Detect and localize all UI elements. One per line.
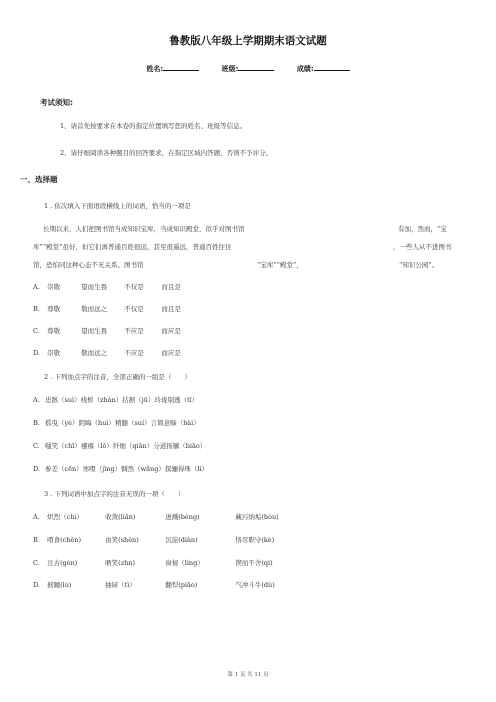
- option-word: 崇敬: [47, 349, 61, 357]
- option-text: 参差（cēn）寒噤（jìng）惆然（wǎng）探骊得珠（lí）: [45, 465, 209, 473]
- q1-option-c[interactable]: [33, 326, 191, 335]
- question-1-stem: 1 . 依次填入下面语段横线上的词语，恰当的一项是: [44, 202, 191, 210]
- option-word: 收敛(liǎn): [105, 513, 136, 521]
- option-text: 嗤笑（chī）襁褓（lǒ）纤细（qiān）分道扬镳（biāo）: [45, 442, 207, 450]
- class-label: 班级:: [221, 65, 239, 73]
- passage-line-3b: “宝库”“殿堂”，: [257, 261, 303, 269]
- q3-option-a[interactable]: [33, 512, 289, 521]
- question-2-stem: 2 . 下列加点字的注音，全部正确的一组是（ ）: [44, 373, 191, 381]
- option-label: C.: [33, 327, 40, 335]
- option-label: A.: [33, 283, 40, 291]
- option-word: 敬而远之: [81, 349, 108, 357]
- student-info-row: [0, 63, 496, 74]
- page-title: 鲁教版八年级上学期期末语文试题: [169, 35, 327, 47]
- option-word: 气冲斗牛(dù): [235, 581, 275, 589]
- option-label: B.: [33, 419, 40, 427]
- option-label: B.: [33, 305, 40, 313]
- option-word: 炽烈（chì）: [47, 513, 83, 521]
- option-word: 啃食(chěn): [47, 536, 82, 544]
- option-word: 晒笑(zhn): [105, 559, 136, 567]
- q3-option-b[interactable]: [33, 535, 284, 544]
- option-word: 而且是: [161, 283, 181, 291]
- option-text: 摇曳（yè）阴晦（huì）精髓（suí）言简意赅（hài）: [45, 419, 200, 427]
- passage-line-1b: 有加，然而，“宝: [398, 225, 447, 233]
- option-label: C.: [33, 442, 40, 450]
- q3-option-d[interactable]: [33, 580, 285, 589]
- option-word: 锲而不舍(qì): [235, 559, 273, 567]
- question-3-stem: 3 . 下列词语中加点字的注音无误的一项（ ）: [44, 490, 185, 498]
- option-label: A.: [33, 513, 40, 521]
- option-label: C.: [33, 559, 40, 567]
- passage-line-2a: 库”“殿堂”虽好，但它们离普通百姓很远，甚至很遥远，普通百姓往往: [33, 243, 232, 251]
- passage-line-3c: “知识公园”。: [399, 261, 439, 269]
- option-word: 沉淀(diàn): [165, 536, 198, 544]
- passage-line-2b: ，一些人从不进图书: [393, 243, 452, 251]
- option-word: 不应是: [124, 349, 144, 357]
- option-label: B.: [33, 536, 40, 544]
- option-word: 尊敬: [47, 305, 61, 313]
- option-text: 忠骸（suì）栈桥（zhàn）拮据（jū）玲珑剔透（tī）: [45, 396, 199, 404]
- q2-option-d[interactable]: [33, 464, 208, 473]
- section-title: 一、选择题: [20, 175, 58, 184]
- option-word: 而应是: [161, 327, 181, 335]
- notice-item-2: 2、请仔细阅读各种题目的回答要求，在指定区域内答题，否则不予评分。: [60, 149, 273, 157]
- q3-option-c[interactable]: [33, 558, 283, 567]
- option-label: A.: [33, 396, 40, 404]
- q1-option-b[interactable]: [33, 304, 191, 313]
- q2-option-a[interactable]: [33, 395, 198, 404]
- q2-option-c[interactable]: [33, 441, 206, 450]
- q1-option-d[interactable]: [33, 348, 191, 357]
- class-field: [222, 65, 277, 73]
- option-word: 窗棂（líng）: [165, 559, 204, 567]
- score-label: 成绩:: [296, 65, 314, 73]
- option-word: 不仅是: [124, 305, 144, 313]
- name-field: [146, 65, 201, 73]
- option-word: 迸溅(bèng): [165, 513, 200, 521]
- option-label: D.: [33, 465, 41, 473]
- option-word: 望而生畏: [81, 327, 108, 335]
- notice-item-1: 1、请首先按要求在本卷的指定位置填写您的姓名、班级等信息。: [60, 122, 247, 130]
- option-word: 尊敬: [47, 327, 61, 335]
- option-word: 不仅是: [124, 283, 144, 291]
- option-word: 不应是: [124, 327, 144, 335]
- option-word: 亘古(gèn): [47, 559, 78, 567]
- notice-title: 考试须知:: [40, 98, 73, 107]
- score-field: [297, 65, 350, 73]
- score-blank[interactable]: [314, 63, 350, 71]
- q1-option-a[interactable]: [33, 282, 191, 291]
- option-word: 而且是: [161, 305, 181, 313]
- option-word: 恪尽职守(kè): [235, 536, 275, 544]
- passage-line-3a: 馆，恐怕同这种心态不无关系。图书馆: [33, 261, 144, 269]
- option-word: 掳踵(lù): [47, 581, 72, 589]
- option-label: D.: [33, 581, 41, 589]
- option-word: 抽屉（tì）: [105, 581, 136, 589]
- name-label: 姓名:: [146, 65, 164, 73]
- option-word: 望而生畏: [81, 283, 108, 291]
- page-footer: 第 1 页 共 11 页: [227, 672, 269, 678]
- option-word: 敬而远之: [81, 305, 108, 313]
- passage-line-1a: 长期以来，人们把图书馆当成知识宝库，当成知识殿堂，似乎对图书馆: [43, 225, 245, 233]
- option-word: 而应是: [161, 349, 181, 357]
- option-word: 崇敬: [47, 283, 61, 291]
- q2-option-b[interactable]: [33, 418, 200, 427]
- option-word: 藏污纳垢(hòu): [235, 513, 279, 521]
- option-label: D.: [33, 349, 41, 357]
- class-blank[interactable]: [238, 63, 274, 71]
- option-word: 由笑(shěn): [105, 536, 139, 544]
- name-blank[interactable]: [163, 63, 199, 71]
- option-word: 翻悍(piāo): [165, 581, 198, 589]
